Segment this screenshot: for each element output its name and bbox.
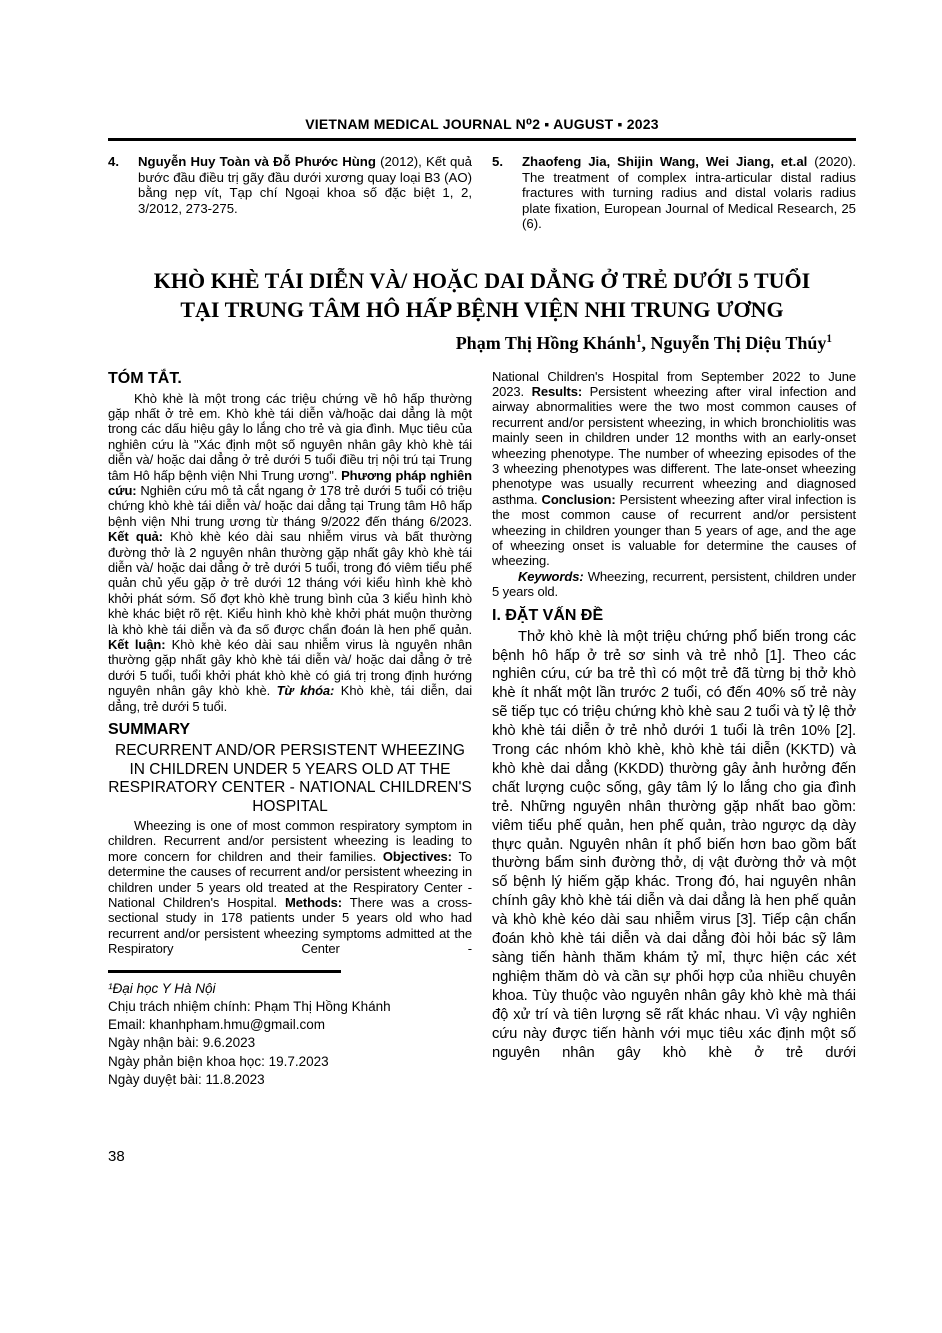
reference-text <box>522 154 856 232</box>
footnote-line-email: Email: khanhpham.hmu@gmail.com <box>108 1017 326 1033</box>
text-run: Methods: <box>285 895 342 911</box>
text-run: Khò khè kéo dài sau nhiễm virus và bất thường đường thở là 2 nguyên nhân thường gặp nhất gây khò khè tái diễn và/ hoặc dai dẳng ở trẻ dưới 5 tuổi, trong đó viêm tiểu phế quản chủ yếu gặp ở trẻ dưới 12 tháng với kiểu hình khè khò khởi phát sớm. Số đợt khò khè trung bình của 3 kiểu hình khò khè khác biệt rõ rệt. Kiểu hình khò khè khởi phát muộn thường là khò khè tái diễn và đa số được chẩn đoán là hen phế quản. <box>108 529 472 637</box>
article-authors <box>108 331 856 355</box>
text-run: Conclusion: <box>541 491 616 507</box>
text-run: Results: <box>531 383 583 399</box>
reference-number: 4. <box>108 154 119 169</box>
text-run: Zhaofeng Jia, Shijin Wang, Wei Jiang, et.al <box>522 154 808 169</box>
footnote-line-responsible: Chịu trách nhiệm chính: Phạm Thị Hồng Khánh <box>108 998 391 1014</box>
article-body <box>108 369 856 1089</box>
heading-dat-van-de: I. ĐẶT VẤN ĐỀ <box>492 606 604 624</box>
reference-item <box>492 154 856 232</box>
text-run: Kết luận: <box>108 637 166 652</box>
text-run: Kết quả: <box>108 529 163 545</box>
text-run: To determine the causes of recurrent and/or persistent wheezing in children under 5 years old treated at the Respiratory Center - National Children's Hospital. <box>108 848 472 911</box>
text-run: (2012), Kết quả bước đầu điều trị gãy đầu dưới xương quay loại B3 (AO) bằng nẹp vít, Tạp chí Ngoại khoa số đặc biệt 1, 2, 3/2012, 273-275. <box>138 154 472 216</box>
text-run: National Children's Hospital from September 2022 to June 2023. <box>492 368 856 399</box>
reference-column-left <box>108 154 472 232</box>
text-run: Keywords: <box>518 568 584 584</box>
text-run: Từ khóa: <box>276 683 335 699</box>
footnote-line-reviewed: Ngày phản biện khoa học: 19.7.2023 <box>108 1053 329 1069</box>
text-run: There was a cross-sectional study in 178 patients under 5 years old who had recurrent and/or persistent wheezing symptoms admitted at the Respiratory Center - <box>108 895 472 957</box>
article-title-line-1: KHÒ KHÈ TÁI DIỄN VÀ/ HOẶC DAI DẲNG Ở TRẺ DƯỚI 5 TUỔI <box>153 267 811 293</box>
english-title: RECURRENT AND/OR PERSISTENT WHEEZING IN CHILDREN UNDER 5 YEARS OLD AT THE RESPIRATORY CENTER - NATIONAL CHILDREN'S HOSPITAL <box>108 742 472 815</box>
text-run: , Nguyễn Thị Diệu Thúy <box>641 332 827 353</box>
text-run: Phạm Thị Hồng Khánh <box>455 332 636 353</box>
text-run: 1 <box>826 332 832 345</box>
text-run: Phương pháp nghiên cứu: <box>108 467 472 498</box>
right-column <box>492 369 856 1089</box>
article-title <box>108 266 856 324</box>
footnote-line-received: Ngày nhận bài: 9.6.2023 <box>108 1035 256 1051</box>
heading-tom-tat: TÓM TẮT. <box>108 369 182 387</box>
text-run: Khò khè kéo dài sau nhiễm virus là nguyên nhân thường gặp nhất gây khò khè tái diễn và/ hoặc dai dẳng ở trẻ dưới 5 tuổi, tuổi khởi phát khò khè có giá trị trong định hướng nguyên nhân gây khò khè. <box>108 637 472 699</box>
reference-item <box>108 154 472 216</box>
text-run: 1 <box>635 332 642 345</box>
summary-paragraph <box>108 818 472 957</box>
reference-column-right <box>492 154 856 232</box>
left-column <box>108 369 472 1089</box>
text-run: Khò khè, tái diễn, dai dẳng, trẻ dưới 5 tuổi. <box>108 683 472 714</box>
footnote-line-accepted: Ngày duyệt bài: 11.8.2023 <box>108 1071 265 1087</box>
footnote <box>108 980 472 1089</box>
article-title-line-2: TẠI TRUNG TÂM HÔ HẤP BỆNH VIỆN NHI TRUNG ƯƠNG <box>180 296 784 322</box>
footnote-divider <box>108 970 341 973</box>
affiliation-note: ¹Đại học Y Hà Nội <box>108 980 216 996</box>
page-number: 38 <box>108 1148 125 1165</box>
text-run: Persistent wheezing after viral infection is the most common cause of recurrent and/or persistent wheezing in children younger than 5 years of age, and the age of wheezing onset is valuable for determine the causes of wheezing. <box>492 491 856 569</box>
text-run: Wheezing, recurrent, persistent, children under 5 years old. <box>492 568 856 600</box>
text-run: Wheezing is one of most common respiratory symptom in children. Recurrent and/or persistent wheezing is leading to more concern for children and their families. <box>108 818 472 864</box>
reference-text <box>138 154 472 216</box>
journal-header <box>108 116 856 141</box>
text-run: (2020). The treatment of complex intra-articular distal radius fractures with turning radius and distal volaris radius plate fixation, European Journal of Medical Research, 25 (6). <box>522 154 856 231</box>
text-run: Objectives: <box>382 848 452 864</box>
heading-summary: SUMMARY <box>108 721 191 739</box>
text-run: Nguyễn Huy Toàn và Đỗ Phước Hùng <box>138 154 376 169</box>
text-run: Nghiên cứu mô tả cắt ngang ở 178 trẻ dưới 5 tuổi có triệu chứng khò khè tái diễn và/ hoặc dai dẳng tại Trung tâm Hô hấp bệnh viện Nhi trung ương từ tháng 9/2022 đến tháng 6/2023. <box>108 482 472 529</box>
keywords-paragraph <box>492 569 856 600</box>
introduction-paragraph <box>492 628 856 1063</box>
text-run: Persistent wheezing after viral infection and airway abnormalities were the two most common causes of recurrent and/or persistent wheezing, in which bronchiolitis was mainly seen in children under 12 months with an early-onset wheezing phenotype. The number of wheezing episodes of the 3 wheezing phenotypes was different. The late-onset wheezing phenotype was usually recurrent wheezing and diagnosed asthma. <box>492 383 856 507</box>
summary-continuation-paragraph <box>492 369 856 569</box>
reference-number: 5. <box>492 154 503 169</box>
text-run: Thở khò khè là một triệu chứng phổ biến trong các bệnh hô hấp ở trẻ sơ sinh và trẻ nhỏ [1]. Theo các nghiên cứu, cứ ba trẻ thì có một trẻ đã từng bị thở khò khè ít nhất một lần trước 2 tuổi, có đến 40% số trẻ này sẽ tiếp tục có triệu chứng khò khè sau 2 tuổi và tỷ lệ thở khò khè tái diễn ở trẻ nhỏ dưới 1 tuổi là trên 10% [2]. Trong các nhóm khò khè, khò khè tái diễn (KKTD) và khò khè dai dẳng (KKDD) thường gây ảnh hưởng đến chất lượng cuộc sống, gây tâm lý lo lắng cho gia đình trẻ. Những nguyên nhân thường gặp nhất bao gồm: viêm tiểu phế quản, hen phế quản, trào ngược dạ dày thực quản. Nguyên nhân ít phổ biến hơn bao gồm bất thường bẩm sinh đường thở, dị vật đường thở và một số bệnh lý hiếm gặp khác. Trong đó, hai nguyên nhân chính gây khò khè tái diễn và dai dẳng là hen phế quản và khò khè kéo dài sau nhiễm virus [3]. Tiếp cận chẩn đoán khò khè tái diễn và dai dẳng đòi hỏi bác sỹ lâm sàng tiến hành thăm khám tỷ mỉ, thực hiện các xét nghiệm thăm dò và cần sự phối hợp của nhiều chuyên khoa. Tùy thuộc vào nguyên nhân gây khò khè mà thái độ xử trí và tiên lượng sẽ rất khác nhau. Vì vậy nghiên cứu này được tiến hành với mục tiêu xác định một số nguyên nhân gây khò khè ở trẻ dưới <box>492 628 856 1061</box>
journal-header-text: VIETNAM MEDICAL JOURNAL N⁰2 ▪ AUGUST ▪ 2023 <box>305 116 659 132</box>
abstract-paragraph <box>108 391 472 715</box>
references-section <box>108 154 856 232</box>
text-run: Khò khè là một trong các triệu chứng về hô hấp thường gặp nhất ở trẻ em. Khò khè tái diễn và/hoặc dai dẳng là một trong các dấu hiệu gây lo lắng cho trẻ và gia đình. Mục tiêu của nghiên cứu là "Xác định một số nguyên nhân gây khò khè tái diễn và/ hoặc dai dẳng ở trẻ dưới 5 tuổi điều trị nội trú tại Trung tâm Hô hấp bệnh viện Nhi Trung ương". <box>108 390 472 483</box>
